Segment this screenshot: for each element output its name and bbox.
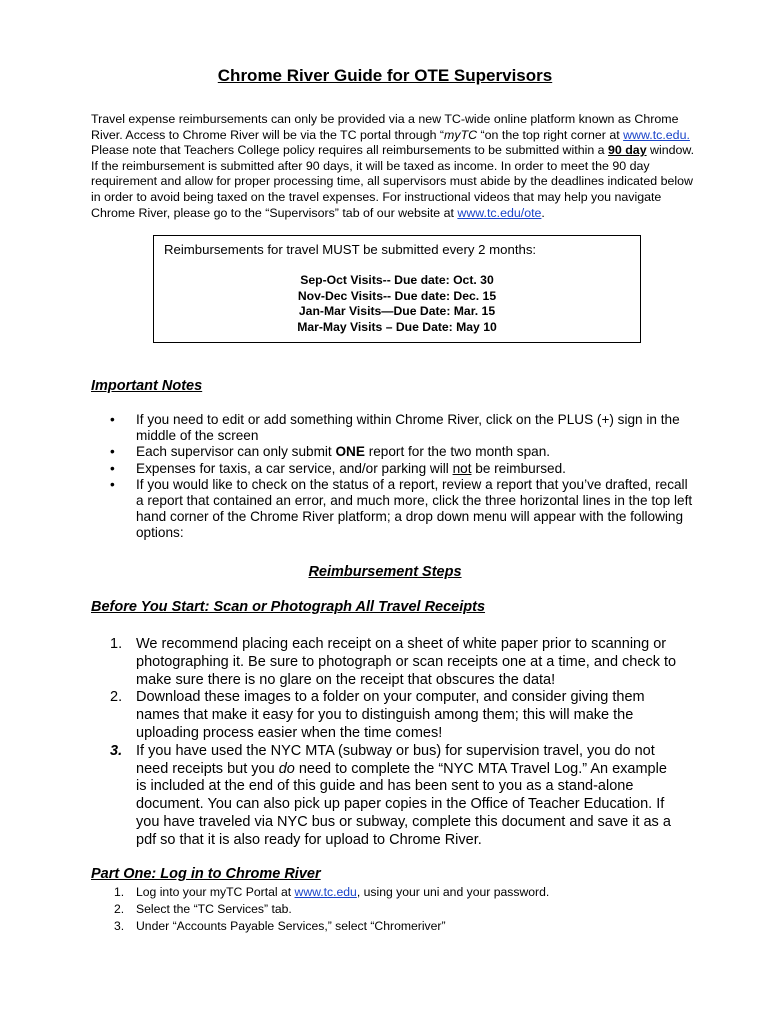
tc-website-link[interactable]: www.tc.edu. [623,127,690,142]
ninety-day-emphasis: 90 day [608,143,647,158]
page-title: Chrome River Guide for OTE Supervisors [217,66,553,85]
list-item: • Expenses for taxis, a car service, and/or parking will not be reimbursed. [110,460,566,476]
deadline-list [154,273,640,335]
steps-list [110,636,730,850]
intro-line: requirement and allow for proper processing time, all supervisors must abide by the deadlines indicated below [91,174,693,189]
list-item: • Each supervisor can only submit ONE report for the two month span. [110,444,551,460]
intro-line: If the reimbursement is submitted after 90 days, it will be taxed as income. In order to meet the 90 day [91,158,650,173]
list-item: 3. If you have used the NYC MTA (subway or bus) for supervision travel, you do not need receipts but you do need to complete the “NYC MTA Travel Log.” An example is included at the end of this guide and has been sent to you as a stand-alone document. You can also pick up paper copies in the Office of Teacher Education. If you have traveled via NYC bus or subway, complete this document and save it as a pdf so that it is also ready for upload to Chrome River. [110,742,671,848]
bullet-icon: • [110,460,115,476]
list-item: • If you need to edit or add something within Chrome River, click on the PLUS (+) sign in the middle of the screen [110,412,680,444]
deadline-item: Sep-Oct Visits-- Due date: Oct. 30 [300,273,494,287]
step-number: 2. [110,689,123,706]
bullet-icon: • [110,444,115,460]
list-item: 2. Select the “TC Services” tab. [110,901,730,918]
part-one-list [110,884,730,936]
list-item: 1. We recommend placing each receipt on a sheet of white paper prior to scanning or photographing it. Be sure to photograph or scan receipts one at a time, and check to make sure there is no glare on the receipt that obscures the data! [110,636,677,688]
intro-line: River. Access to Chrome River will be via the TC portal through “myTC “on the top right corner at www.tc.edu. [91,127,690,142]
deadline-box [153,235,641,343]
bullet-icon: • [110,412,115,427]
deadline-box-heading: Reimbursements for travel MUST be submitted every 2 months: [164,242,537,257]
intro-line: in order to avoid being taxed on the travel expenses. For instructional videos that may help you navigate [91,189,662,204]
list-item: 2. Download these images to a folder on your computer, and consider giving them names that make it easy for you to distinguish among them; this will make the uploading process easier when the time comes! [110,689,645,741]
step-number: 1. [110,636,123,652]
step-number: 1. [114,885,125,899]
step-number: 3. [114,919,125,934]
deadline-item: Nov-Dec Visits-- Due date: Dec. 15 [297,288,497,303]
reimbursement-steps-heading: Reimbursement Steps [308,564,462,580]
list-item: 3. Under “Accounts Payable Services,” select “Chromeriver” [110,918,730,935]
important-notes-list [110,412,730,542]
intro-paragraph [91,112,711,221]
step-number: 3. [110,742,123,759]
intro-line: Please note that Teachers College policy requires all reimbursements to be submitted within a 90 day window. [91,143,695,158]
before-you-start-heading: Before You Start: Scan or Photograph All Travel Receipts [91,599,486,615]
tc-portal-link[interactable]: www.tc.edu [294,885,357,899]
deadline-item: Jan-Mar Visits—Due Date: Mar. 15 [298,304,496,319]
intro-line: Chrome River, please go to the “Supervisors” tab of our website at www.tc.edu/ote. [91,205,545,220]
part-one-heading: Part One: Log in to Chrome River [91,866,321,882]
ote-website-link[interactable]: www.tc.edu/ote [457,205,542,220]
list-item: 1. Log into your myTC Portal at www.tc.edu, using your uni and your password. [110,884,730,901]
step-number: 2. [114,902,125,917]
deadline-item: Mar-May Visits – Due Date: May 10 [297,319,497,334]
important-notes-heading: Important Notes [91,378,203,394]
bullet-icon: • [110,476,115,492]
intro-line: Travel expense reimbursements can only be provided via a new TC-wide online platform known as Chrome [91,112,679,126]
list-item: • If you would like to check on the status of a report, review a report that you’ve drafted, recall a report that contained an error, and much more, click the three horizontal lines in the top left hand corner of the Chrome River platform; a drop down menu will appear with the following options: [110,476,693,541]
